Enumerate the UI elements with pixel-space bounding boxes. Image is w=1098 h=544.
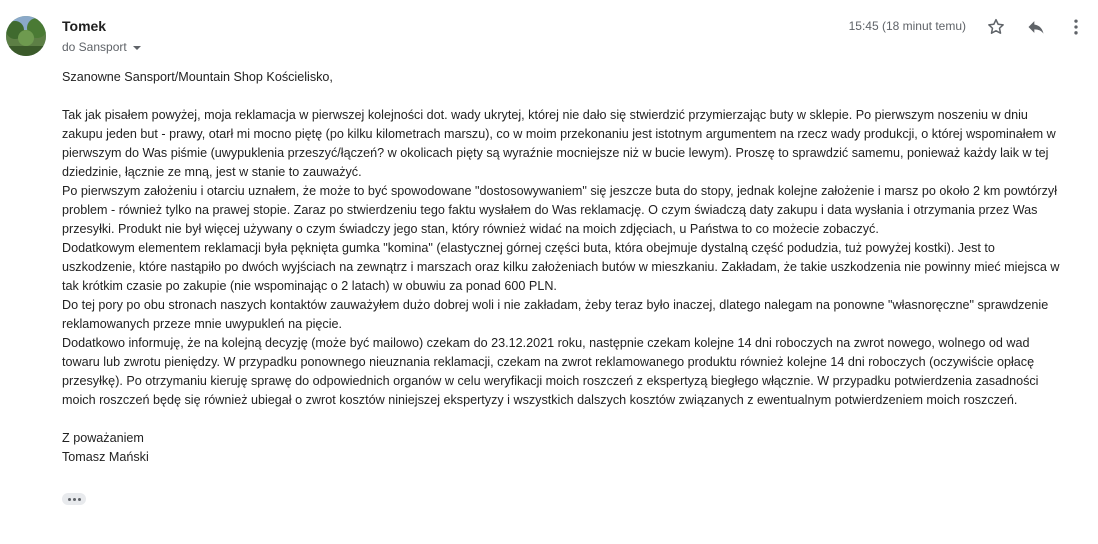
paragraph-3: Dodatkowym elementem reklamacji była pęknięta gumka "komina" (elastycznej górnej części buta, która obejmuje dystalną część podudzia, tuż powyżej kostki). Jest to uszkodzenie, które nastąpiło po dwóch wyjściach na zewnątrz i marszach oraz kilku założeniach butów w mieszkaniu. Zakładam, że takie uszkodzenia nie powinny mieć miejsca w tak krótkim czasie po zakupie (nie wspominając o 2 latach) w obuwiu za ponad 600 PLN.	[62, 241, 1060, 293]
message-body	[62, 68, 1062, 467]
paragraph-4: Do tej pory po obu stronach naszych kontaktów zauważyłem dużo dobrej woli i nie zakładam, żeby teraz było inaczej, dlatego nalegam na ponowne "własnoręczne" sprawdzenie reklamowanych przeze mnie uwypukleń na pięcie.	[62, 298, 1049, 331]
show-trimmed-content-button[interactable]	[62, 493, 86, 505]
more-vert-icon	[1066, 17, 1086, 37]
greeting-line: Szanowne Sansport/Mountain Shop Kościelisko,	[62, 70, 333, 84]
sender-avatar[interactable]	[6, 16, 46, 56]
paragraph-1: Tak jak pisałem powyżej, moja reklamacja w pierwszej kolejności dot. wady ukrytej, której nie dało się stwierdzić przymierzając buty w sklepie. Po pierwszym noszeniu w dniu zakupu jeden but - prawy, otarł mi mocno piętę (po kilku kilometrach marszu), co w moim przekonaniu jest istotnym argumentem na rzecz wady produkcji, o której wspominałem w pierwszym do Was piśmie (uwypuklenia przeszyć/łączeń? w okolicach pięty są wyraźnie mocniejsze niż w bucie lewym). Proszę to sprawdzić samemu, ponieważ każdy laik w tej dziedzinie, łącznie ze mną, jest w stanie to zauważyć.	[62, 108, 1056, 179]
ellipsis-icon	[68, 498, 71, 501]
reply-button[interactable]	[1023, 14, 1049, 40]
signature-spacer	[62, 410, 1062, 429]
avatar-photo-icon	[6, 16, 46, 56]
paragraph-2: Po pierwszym założeniu i otarciu uznałem, że może to być spowodowane "dostosowywaniem" się jeszcze buta do stopy, jednak kolejne założenie i marsz po około 2 km powtórzył problem - również tylko na prawej stopie. Zaraz po stwierdzeniu tego faktu wysłałem do Was reklamację. O czym świadczą daty zakupu i data wysłania i otrzymania przez Was przesyłki. Produkt nie był więcej używany o czym świadczy jego stan, który również widać na moich zdjęciach, u Państwa to co możecie zobaczyć.	[62, 184, 1057, 236]
reply-icon	[1026, 17, 1046, 37]
paragraph-5: Dodatkowo informuję, że na kolejną decyzję (może być mailowo) czekam do 23.12.2021 roku, następnie czekam kolejne 14 dni roboczych na zwrot nowego, wolnego od wad towaru lub zwrotu pieniędzy. W przypadku ponownego nieuznania reklamacji, czekam na zwrot reklamowanego produktu również kolejne 14 dni roboczych (oczywiście opłacę przesyłkę). Po otrzymaniu kieruję sprawę do odpowiednich organów w celu weryfikacji moich roszczeń z ekspertyzą biegłego włącznie. W przypadku potwierdzenia zasadności moich roszczeń będę się również ubiegał o zwrot kosztów niniejszej ekspertyzy i wszystkich dalszych kosztów związanych z ewentualnym potwierdzeniem moich roszczeń.	[62, 336, 1039, 407]
star-icon	[986, 17, 1006, 37]
recipient-details-toggle[interactable]	[62, 40, 141, 54]
sender-name[interactable]: Tomek	[62, 18, 107, 34]
message-timestamp: 15:45 (18 minut temu)	[848, 19, 966, 33]
chevron-down-icon	[133, 46, 141, 50]
recipient-label: do Sansport	[62, 40, 127, 54]
more-options-button[interactable]	[1063, 14, 1089, 40]
closing-line: Z poważaniem	[62, 431, 144, 445]
star-button[interactable]	[983, 14, 1009, 40]
signature-name: Tomasz Mański	[62, 450, 149, 464]
